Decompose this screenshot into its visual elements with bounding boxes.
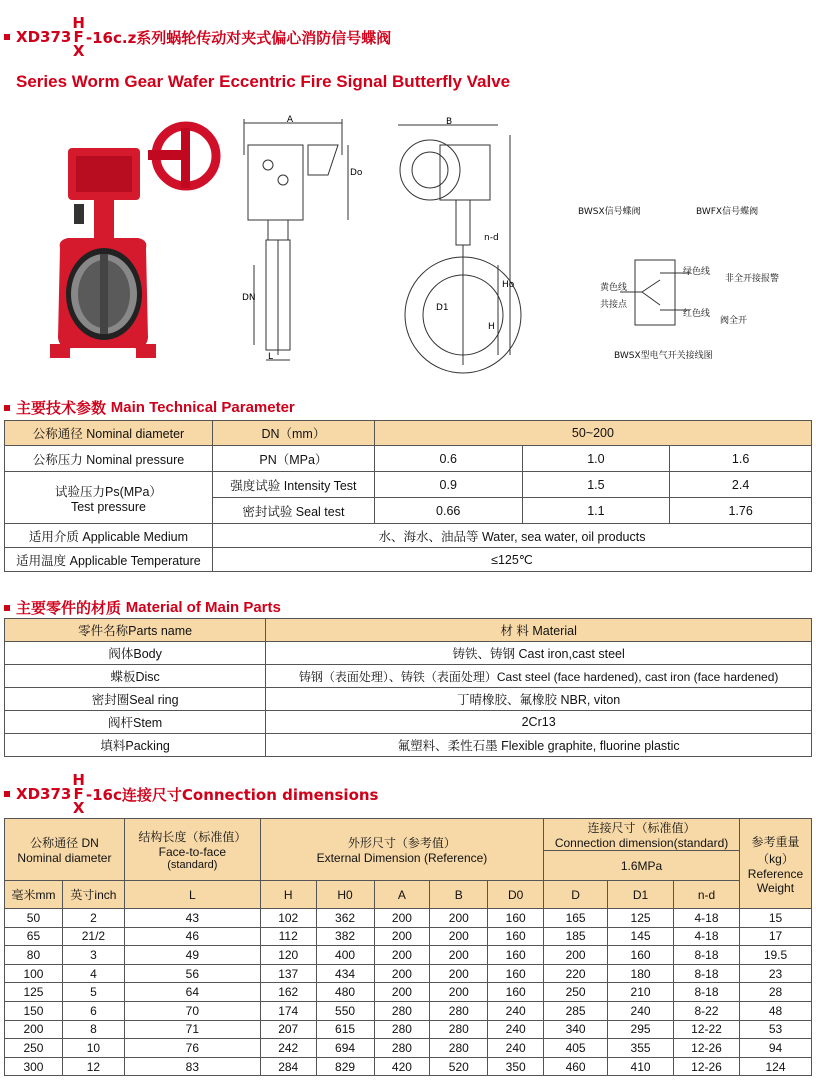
table-cell: 120 — [260, 946, 316, 965]
table-cell: 160 — [488, 927, 544, 946]
table-row — [5, 946, 812, 965]
table-cell: 83 — [124, 1057, 260, 1076]
bullet-icon — [4, 791, 10, 797]
dim-label-dn: DN — [242, 293, 256, 303]
common-point-label: 共接点 — [600, 300, 628, 310]
dim-label-b: B — [446, 117, 453, 127]
table-cell: 284 — [260, 1057, 316, 1076]
table-cell: 280 — [430, 1039, 488, 1058]
materials-table: 零件名称Parts name 材 料 Material 阀体Body 铸铁、铸钢 Cast iron,cast steel 蝶板Disc 铸钢（表面处理）、铸铁（表面处理）Cast steel (face hardened), cast iron (face hardened) 密封圈Seal ring 丁晴橡胶、氟橡胶 NBR, viton 阀杆Stem 2Cr13 填料Packing 氟塑料、柔性石墨 Flexible graphite, fluorine plastic — [4, 618, 812, 757]
table-cell: 5 — [62, 983, 124, 1002]
tech-param-table: 公称通径 Nominal diameter DN（mm） 50~200 公称压力 Nominal pressure PN（MPa） 0.6 1.0 1.6 试验压力Ps(MPa） Test pressure 强度试验 Intensity Test 0.9 1.5 2.4 密封试验 Seal test 0.66 1.1 1.76 适用介质 Applicable Medium 水、海水、油品等 Water, sea water, oil products 适用温度 Applicable Temperature ≤125℃ — [4, 420, 812, 572]
table-cell: 15 — [739, 909, 811, 928]
red-wire-label: 红色线 — [683, 309, 711, 319]
table-cell: 207 — [260, 1020, 316, 1039]
bwfx-label: BWFX信号蝶阀 — [696, 207, 759, 217]
english-title: Series Worm Gear Wafer Eccentric Fire Signal Butterfly Valve — [16, 72, 511, 91]
table-cell: 21/2 — [62, 927, 124, 946]
table-cell: 220 — [544, 964, 608, 983]
table-cell: 350 — [488, 1057, 544, 1076]
table-cell: 280 — [430, 1020, 488, 1039]
side-view-drawing — [238, 115, 363, 370]
table-cell: 4 — [62, 964, 124, 983]
table-cell: 200 — [430, 927, 488, 946]
table-cell: 50 — [5, 909, 63, 928]
dim-label-do: Do — [350, 168, 363, 178]
column-header: D — [544, 881, 608, 909]
section-materials-header: 主要零件的材质 Material of Main Parts — [4, 597, 281, 618]
table-cell: 160 — [488, 964, 544, 983]
table-cell: 200 — [374, 927, 430, 946]
table-cell: 250 — [5, 1039, 63, 1058]
green-wire-label: 绿色线 — [683, 267, 711, 277]
table-cell: 200 — [374, 946, 430, 965]
column-header: H — [260, 881, 316, 909]
table-cell: 160 — [488, 983, 544, 1002]
table-cell: 242 — [260, 1039, 316, 1058]
table-cell: 124 — [739, 1057, 811, 1076]
bwsx-label: BWSX信号蝶阀 — [578, 207, 641, 217]
table-cell: 694 — [316, 1039, 374, 1058]
table-cell: 200 — [374, 964, 430, 983]
table-cell: 10 — [62, 1039, 124, 1058]
front-view-drawing — [380, 115, 520, 370]
table-cell: 8-18 — [674, 946, 740, 965]
table-cell: 480 — [316, 983, 374, 1002]
dim-label-l: L — [268, 352, 274, 362]
table-cell: 200 — [5, 1020, 63, 1039]
table-cell: 19.5 — [739, 946, 811, 965]
section-tech-header: 主要技术参数 Main Technical Parameter — [4, 397, 295, 418]
column-header: D0 — [488, 881, 544, 909]
column-header: B — [430, 881, 488, 909]
table-cell: 280 — [374, 1020, 430, 1039]
table-cell: 250 — [544, 983, 608, 1002]
table-row — [5, 1039, 812, 1058]
wiring-caption: BWSX型电气开关接线图 — [614, 351, 713, 361]
table-cell: 180 — [608, 964, 674, 983]
table-cell: 362 — [316, 909, 374, 928]
table-cell: 340 — [544, 1020, 608, 1039]
table-cell: 185 — [544, 927, 608, 946]
table-cell: 65 — [5, 927, 63, 946]
dim-label-h: H — [488, 322, 495, 332]
bullet-icon — [4, 34, 10, 40]
dim-label-a: A — [286, 115, 294, 125]
table-cell: 240 — [488, 1001, 544, 1020]
table-cell: 6 — [62, 1001, 124, 1020]
table-row — [5, 1020, 812, 1039]
table-cell: 405 — [544, 1039, 608, 1058]
table-cell: 160 — [488, 909, 544, 928]
table-cell: 4-18 — [674, 927, 740, 946]
table-row — [5, 983, 812, 1002]
table-cell: 280 — [374, 1039, 430, 1058]
table-cell: 125 — [608, 909, 674, 928]
table-cell: 410 — [608, 1057, 674, 1076]
table-cell: 94 — [739, 1039, 811, 1058]
table-cell: 520 — [430, 1057, 488, 1076]
table-cell: 43 — [124, 909, 260, 928]
column-header: H0 — [316, 881, 374, 909]
table-cell: 12-22 — [674, 1020, 740, 1039]
bullet-icon — [4, 605, 10, 611]
table-cell: 150 — [5, 1001, 63, 1020]
table-cell: 12 — [62, 1057, 124, 1076]
table-row — [5, 1001, 812, 1020]
table-cell: 56 — [124, 964, 260, 983]
table-cell: 12-26 — [674, 1057, 740, 1076]
table-cell: 28 — [739, 983, 811, 1002]
table-cell: 64 — [124, 983, 260, 1002]
open-label: 阀全开 — [720, 316, 748, 326]
table-cell: 100 — [5, 964, 63, 983]
table-cell: 434 — [316, 964, 374, 983]
table-cell: 8-18 — [674, 964, 740, 983]
table-cell: 280 — [374, 1001, 430, 1020]
dim-label-nd: n-d — [484, 233, 499, 243]
table-cell: 240 — [608, 1001, 674, 1020]
table-cell: 165 — [544, 909, 608, 928]
table-cell: 200 — [430, 983, 488, 1002]
table-cell: 240 — [488, 1039, 544, 1058]
table-cell: 8-18 — [674, 983, 740, 1002]
column-header: D1 — [608, 881, 674, 909]
table-row — [5, 909, 812, 928]
dim-label-d1: D1 — [436, 303, 449, 313]
table-cell: 420 — [374, 1057, 430, 1076]
table-cell: 125 — [5, 983, 63, 1002]
table-cell: 280 — [430, 1001, 488, 1020]
section-dimensions-header: XD373 H F X -16c连接尺寸Connection dimensions — [4, 773, 378, 815]
table-cell: 80 — [5, 946, 63, 965]
table-cell: 48 — [739, 1001, 811, 1020]
column-header: n-d — [674, 881, 740, 909]
table-cell: 2 — [62, 909, 124, 928]
table-cell: 295 — [608, 1020, 674, 1039]
table-cell: 550 — [316, 1001, 374, 1020]
table-cell: 285 — [544, 1001, 608, 1020]
table-cell: 300 — [5, 1057, 63, 1076]
table-cell: 160 — [488, 946, 544, 965]
table-cell: 46 — [124, 927, 260, 946]
table-cell: 17 — [739, 927, 811, 946]
table-cell: 4-18 — [674, 909, 740, 928]
table-cell: 112 — [260, 927, 316, 946]
column-header: A — [374, 881, 430, 909]
table-cell: 70 — [124, 1001, 260, 1020]
table-cell: 49 — [124, 946, 260, 965]
table-cell: 200 — [544, 946, 608, 965]
table-cell: 200 — [374, 983, 430, 1002]
table-cell: 71 — [124, 1020, 260, 1039]
column-header: 毫米mm — [5, 881, 63, 909]
dimensions-table: 公称通径 DN Nominal diameter 结构长度（标准值） Face-to-face (standard) 外形尺寸（参考值） External Dimension (Reference) 连接尺寸（标准值） Connection dimension(standard) 参考重量（kg）Reference Weight 1.6MPa 毫米mm 英寸inch L H H0 A B D0 D D1 n-d 50 2 43 102 362 200 200 160 165 125 4-18 15 65 21/2 46 112 382 200 200 160 185 145 4-18 17 80 3 49 120 400 200 200 160 200 160 8-18 19.5 100 4 56 137 434 200 200 160 220 180 8-18 23 125 5 64 162 480 200 200 160 250 210 8-18 28 150 6 70 174 550 280 280 240 285 240 8-22 48 200 8 71 207 615 280 280 240 340 295 12-22 53 250 10 76 242 694 280 280 240 405 355 12-26 94 300 12 83 284 829 420 520 350 460 410 12-26 124 — [4, 818, 812, 1076]
column-header: 英寸inch — [62, 881, 124, 909]
table-cell: 210 — [608, 983, 674, 1002]
table-cell: 12-26 — [674, 1039, 740, 1058]
table-cell: 240 — [488, 1020, 544, 1039]
table-cell: 160 — [608, 946, 674, 965]
page-title: XD373 H F X -16c.z系列蜗轮传动对夹式偏心消防信号蝶阀 — [4, 16, 391, 58]
table-cell: 829 — [316, 1057, 374, 1076]
table-row — [5, 964, 812, 983]
table-cell: 76 — [124, 1039, 260, 1058]
table-cell: 382 — [316, 927, 374, 946]
table-cell: 8-22 — [674, 1001, 740, 1020]
table-cell: 200 — [430, 946, 488, 965]
bullet-icon — [4, 405, 10, 411]
table-cell: 174 — [260, 1001, 316, 1020]
column-header: L — [124, 881, 260, 909]
table-cell: 53 — [739, 1020, 811, 1039]
table-cell: 200 — [430, 909, 488, 928]
table-cell: 137 — [260, 964, 316, 983]
dim-label-ho: Ho — [502, 280, 515, 290]
yellow-wire-label: 黄色线 — [600, 283, 628, 293]
table-cell: 400 — [316, 946, 374, 965]
valve-photo — [38, 108, 218, 373]
table-cell: 8 — [62, 1020, 124, 1039]
table-cell: 200 — [374, 909, 430, 928]
table-cell: 615 — [316, 1020, 374, 1039]
table-cell: 3 — [62, 946, 124, 965]
alarm-label: 非全开接报警 — [725, 274, 780, 284]
table-cell: 145 — [608, 927, 674, 946]
table-cell: 23 — [739, 964, 811, 983]
table-cell: 162 — [260, 983, 316, 1002]
table-cell: 200 — [430, 964, 488, 983]
table-row — [5, 1057, 812, 1076]
table-row — [5, 927, 812, 946]
table-cell: 460 — [544, 1057, 608, 1076]
table-cell: 355 — [608, 1039, 674, 1058]
table-cell: 102 — [260, 909, 316, 928]
